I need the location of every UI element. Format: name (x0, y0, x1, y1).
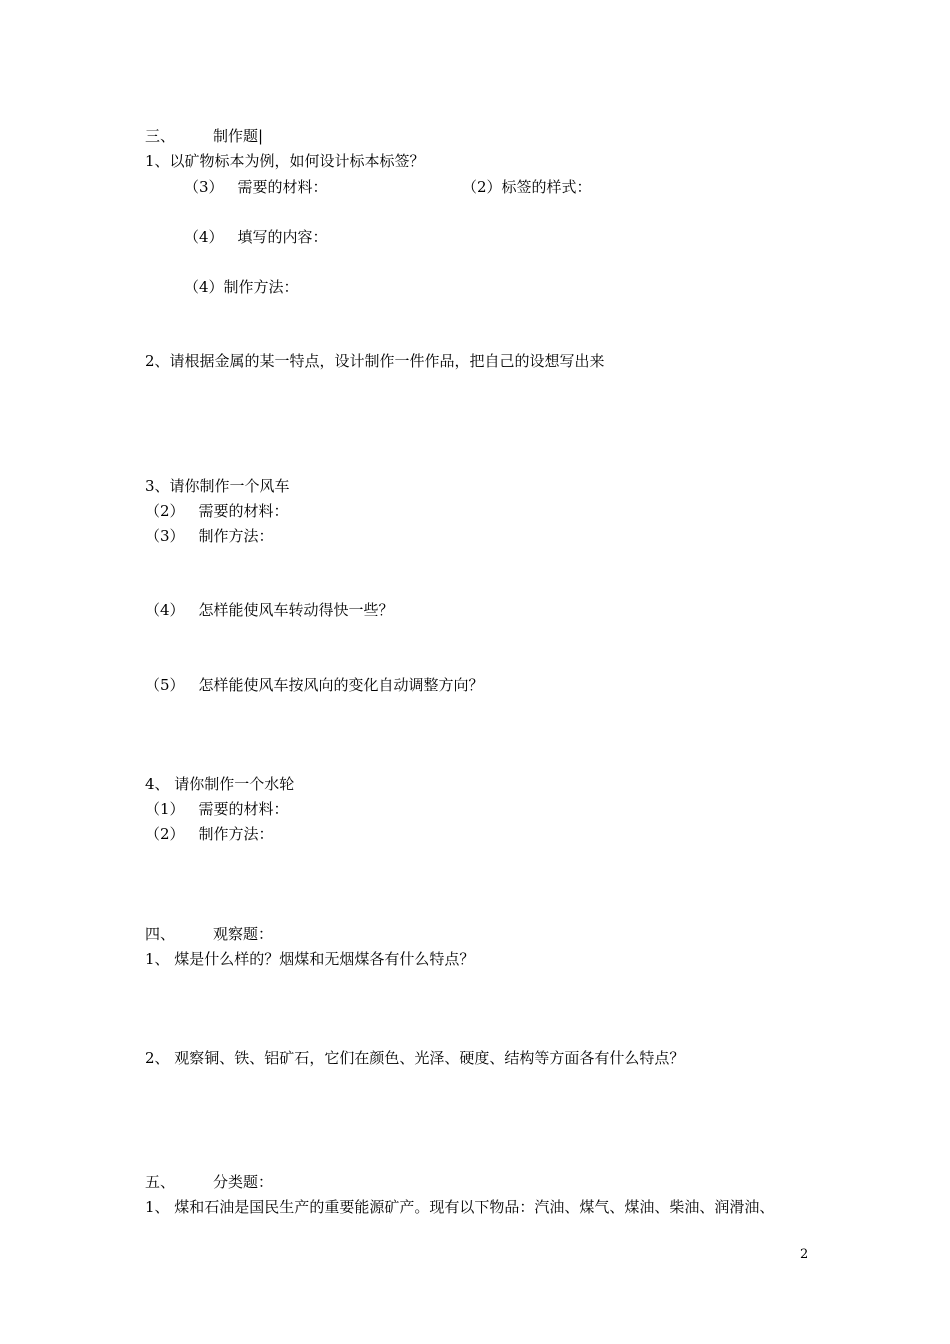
s3-q4-text: 4、 请你制作一个水轮 (145, 775, 295, 793)
s3-q1-item-c-text: 填写的内容： (237, 228, 328, 246)
s3-q3-item-num: （5） (145, 676, 185, 694)
s3-q3-item-text: 制作方法： (198, 527, 274, 545)
s3-q3-item-num: （3） (145, 527, 185, 545)
s3-q4-item-num: （1） (145, 800, 185, 818)
s3-q3-item-text: 怎样能使风车转动得快一些？ (198, 601, 394, 619)
s3-q4-item (145, 824, 274, 844)
s3-q4-item-num: （2） (145, 825, 185, 843)
s3-q3-item-text: 怎样能使风车按风向的变化自动调整方向？ (198, 676, 484, 694)
s3-q1-item-c (184, 227, 328, 247)
s3-q1-item-a-text: 需要的材料： (237, 178, 328, 196)
s3-q1-item-a (184, 177, 328, 197)
section3-title: 制作题| (213, 127, 264, 145)
s3-q3-item (145, 501, 289, 521)
section4-title: 观察题： (213, 925, 274, 943)
section4-number: 四、 (145, 925, 176, 943)
s3-q1-item-d: （4）制作方法： (184, 278, 299, 296)
s3-q1-item-b: （2）标签的样式： (462, 178, 592, 196)
s3-q3-item (145, 600, 394, 620)
section5-heading (145, 1172, 273, 1192)
s3-q3-item-text: 需要的材料： (198, 502, 289, 520)
s3-q1-item-a-num: （3） (184, 178, 224, 196)
s3-q3-text: 3、请你制作一个风车 (145, 477, 290, 495)
section5-title: 分类题： (213, 1173, 274, 1191)
s5-q1-text: 1、 煤和石油是国民生产的重要能源矿产。现有以下物品：汽油、煤气、煤油、柴油、润滑油、 (145, 1198, 775, 1216)
section3-number: 三、 (145, 127, 176, 145)
s4-q2-text: 2、 观察铜、铁、铝矿石，它们在颜色、光泽、硬度、结构等方面各有什么特点？ (145, 1049, 685, 1067)
s4-q1-text: 1、 煤是什么样的？烟煤和无烟煤各有什么特点？ (145, 950, 475, 968)
s3-q3-item-num: （2） (145, 502, 185, 520)
s3-q4-item-text: 需要的材料： (198, 800, 289, 818)
s3-q2-text: 2、请根据金属的某一特点，设计制作一件作品，把自己的设想写出来 (145, 352, 605, 370)
s3-q4-item (145, 799, 289, 819)
s3-q3-item (145, 675, 484, 695)
page-number: 2 (800, 1247, 809, 1262)
section5-number: 五、 (145, 1173, 176, 1191)
s3-q1-item-c-num: （4） (184, 228, 224, 246)
s3-q3-item-num: （4） (145, 601, 185, 619)
section4-heading (145, 924, 273, 944)
s3-q1-text: 1、以矿物标本为例，如何设计标本标签？ (145, 152, 425, 170)
section3-heading (145, 126, 263, 146)
s3-q3-item (145, 526, 274, 546)
s3-q4-item-text: 制作方法： (198, 825, 274, 843)
